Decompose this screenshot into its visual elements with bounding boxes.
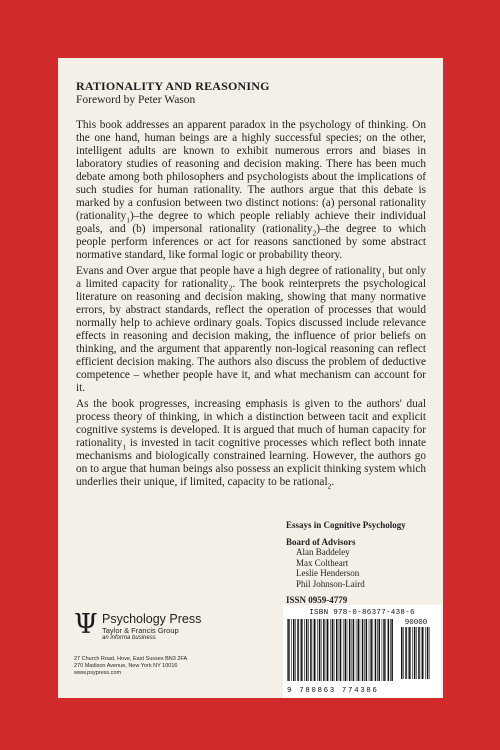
barcode-bars <box>287 619 437 695</box>
advisor-name: Phil Johnson-Laird <box>296 578 365 589</box>
blurb-paragraph-2: Evans and Over argue that people have a high degree of rationality$_1$ but only a limited capacity for rationality$_2$. The book reinterprets the psychological literature on reasoning and decision making, showing that many normative errors, by abstract standards, reflect the operation of processes that would normally help to achieve ordinary goals. Topics discussed include relevance effects in reasoning and decision making, the influence of prior beliefs on thinking, and the argument that apparently non-logical reasoning can reflect efficient decision making. The authors also discuss the problem of deductive competence – whether people have it, and what mechanism can account for it. <box>76 265 427 394</box>
advisor-name: Max Coltheart <box>296 557 349 568</box>
blurb-paragraph-3: As the book progresses, increasing emphasis is given to the authors' dual process theory of thinking, in which a distinction between tacit and explicit cognitive systems is developed. It is argued that much of human capacity for rationality$_1$ is invested in tacit cognitive processes which reflect both innate mechanisms and biologically constrained learning. However, the authors go on to argue that human beings also possess an explicit thinking system which underlies their unique, if limited, capacity to be rational$_2$. <box>76 398 426 491</box>
publisher-address <box>74 656 264 677</box>
publisher-name-block <box>102 612 201 642</box>
series-title: Essays in Cognitive Psychology <box>286 520 406 530</box>
ean-number: 9 780863 774386 <box>287 687 379 695</box>
publisher-logo <box>74 609 264 642</box>
blurb-paragraph-1: This book addresses an apparent paradox in the psychology of thinking. On the one hand, human beings are a highly successful species; on the other, intelligent adults are known to exhibit numerous errors and biases in laboratory studies of reasoning and decision making. There has been much debate among both philosophers and psychologists about the implications of such studies for human rationality. The authors argue that this debate is marked by a confusion between two distinct notions: (a) personal rationality (rationality$_1$)–the degree to which people reliably achieve their individual goals, and (b) impersonal rationality (rationality$_2$)–the degree to which people perform inferences or act for reasons sanctioned by some abstract normative standard, like formal logic or probability theory. <box>76 119 426 261</box>
advisor-list <box>286 547 436 589</box>
book-title: RATIONALITY AND REASONING <box>76 79 270 93</box>
publisher-website: www.psypress.com <box>74 670 122 676</box>
foreword-credit: Foreword by Peter Wason <box>76 94 196 106</box>
issn: ISSN 0959-4779 <box>286 595 348 605</box>
psi-logo-icon: Ψ <box>74 609 98 640</box>
barcode-icon <box>287 619 395 681</box>
advisor-name: Leslie Henderson <box>296 568 360 578</box>
advisor-name: Alan Baddeley <box>296 547 350 557</box>
address-line-1: 27 Church Road, Hove, East Sussex BN3 2FA <box>74 656 188 662</box>
ean-barcode <box>287 619 395 695</box>
publisher-name: Psychology Press <box>102 612 202 626</box>
publisher-block <box>74 609 264 677</box>
isbn-text: ISBN 978-0-86377-438-6 <box>309 609 415 617</box>
publisher-tagline: an informa business <box>102 635 156 641</box>
addon-number: 90000 <box>404 619 428 627</box>
address-line-2: 270 Madison Avenue, New York NY 10016 <box>74 663 178 669</box>
series-info <box>286 520 436 606</box>
board-heading: Board of Advisors <box>286 536 356 547</box>
blurb <box>76 79 426 492</box>
barcode-block <box>283 605 441 698</box>
publisher-group: Taylor & Francis Group <box>102 626 179 635</box>
addon-barcode <box>400 619 432 695</box>
addon-barcode-icon <box>401 627 431 679</box>
